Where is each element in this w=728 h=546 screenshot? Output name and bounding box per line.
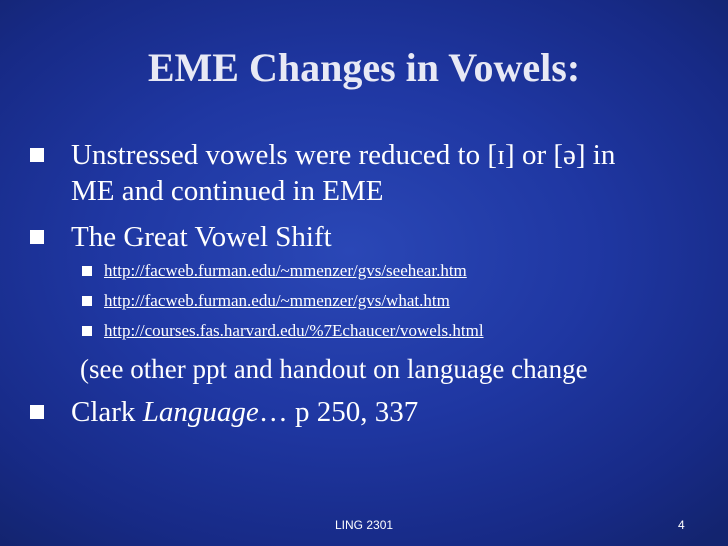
sub-bullet-square-icon [82, 296, 92, 306]
bullet-2-text: The Great Vowel Shift [71, 221, 332, 253]
clark-suffix: … p 250, 337 [258, 396, 419, 428]
sub-bullet-square-icon [82, 266, 92, 276]
bullet-3-text [71, 394, 418, 430]
footer-course: LING 2301 [335, 518, 394, 532]
bullet-square-icon [30, 230, 44, 244]
book-title: Language [142, 396, 259, 428]
page-number: 4 [678, 518, 685, 532]
clark-prefix: Clark [71, 396, 143, 428]
link-gvs-what[interactable]: http://facweb.furman.edu/~mmenzer/gvs/what.htm [104, 291, 450, 310]
bullet-1-line-1: Unstressed vowels were reduced to [ɪ] or [ə] in [71, 139, 616, 171]
note-text: (see other ppt and handout on language change [80, 354, 588, 384]
bullet-square-icon [30, 405, 44, 419]
bullet-1-line-2: ME and continued in EME [71, 175, 384, 207]
link-gvs-seehear[interactable]: http://facweb.furman.edu/~mmenzer/gvs/seehear.htm [104, 261, 467, 280]
link-chaucer-vowels[interactable]: http://courses.fas.harvard.edu/%7Echaucer/vowels.html [104, 321, 484, 340]
bullet-square-icon [30, 148, 44, 162]
slide-title: EME Changes in Vowels: [147, 45, 581, 90]
sub-bullet-square-icon [82, 326, 92, 336]
